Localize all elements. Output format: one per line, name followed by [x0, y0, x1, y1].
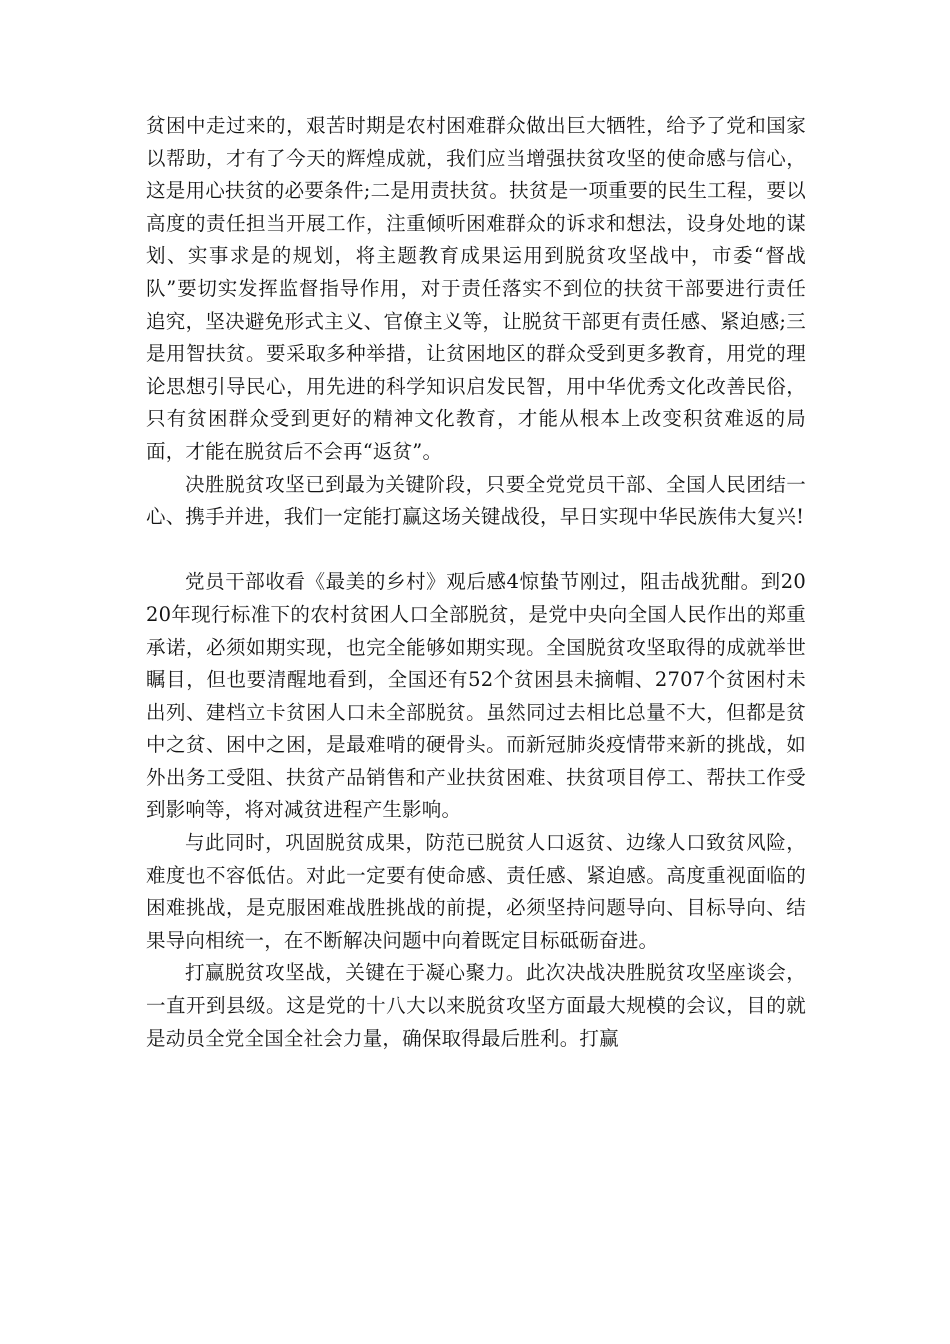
paragraph-continuation: 贫困中走过来的，艰苦时期是农村困难群众做出巨大牺牲，给予了党和国家以帮助，才有了今天的辉煌成就，我们应当增强扶贫攻坚的使命感与信心，这是用心扶贫的必要条件;二是用责扶贫。扶贫是一项重要的民生工程，要以高度的责任担当开展工作，注重倾听困难群众的诉求和想法，设身处地的谋划、实事求是的规划，将主题教育成果运用到脱贫攻坚战中，市委“督战队”要切实发挥监督指导作用，对于责任落实不到位的扶贫干部要进行责任追究，坚决避免形式主义、官僚主义等，让脱贫干部更有责任感、紧迫感;三是用智扶贫。要采取多种举措，让贫困地区的群众受到更多教育，用党的理论思想引导民心，用先进的科学知识启发民智，用中华优秀文化改善民俗，只有贫困群众受到更好的精神文化教育，才能从根本上改变积贫难返的局面，才能在脱贫后不会再“返贫”。 — [146, 114, 806, 463]
paragraph-conclusion: 决胜脱贫攻坚已到最为关键阶段，只要全党党员干部、全国人民团结一心、携手并进，我们一定能打赢这场关键战役，早日实现中华民族伟大复兴! — [146, 472, 806, 529]
paragraph-unite: 打赢脱贫攻坚战，关键在于凝心聚力。此次决战决胜脱贫攻坚座谈会，一直开到县级。这是党的十八大以来脱贫攻坚方面最大规模的会议，目的就是动员全党全国全社会力量，确保取得最后胜利。打赢 — [146, 961, 806, 1050]
paragraph-essay-intro: 党员干部收看《最美的乡村》观后感4惊蛰节刚过，阻击战犹酣。到2020年现行标准下的农村贫困人口全部脱贫，是党中央向全国人民作出的郑重承诺，必须如期实现，也完全能够如期实现。全国脱贫攻坚取得的成就举世瞩目，但也要清醒地看到，全国还有52个贫困县未摘帽、2707个贫困村未出列、建档立卡贫困人口未全部脱贫。虽然同过去相比总量不大，但都是贫中之贫、困中之困，是最难啃的硬骨头。而新冠肺炎疫情带来新的挑战，如外出务工受阻、扶贫产品销售和产业扶贫困难、扶贫项目停工、帮扶工作受到影响等，将对减贫进程产生影响。 — [146, 570, 806, 822]
paragraph-meanwhile: 与此同时，巩固脱贫成果，防范已脱贫人口返贫、边缘人口致贫风险，难度也不容低估。对此一定要有使命感、责任感、紧迫感。高度重视面临的困难挑战，是克服困难战胜挑战的前提，必须坚持问题导向、目标导向、结果导向相统一，在不断解决问题中向着既定目标砥砺奋进。 — [146, 831, 806, 952]
document-body — [146, 110, 806, 1055]
paragraph-spacer — [146, 534, 806, 567]
